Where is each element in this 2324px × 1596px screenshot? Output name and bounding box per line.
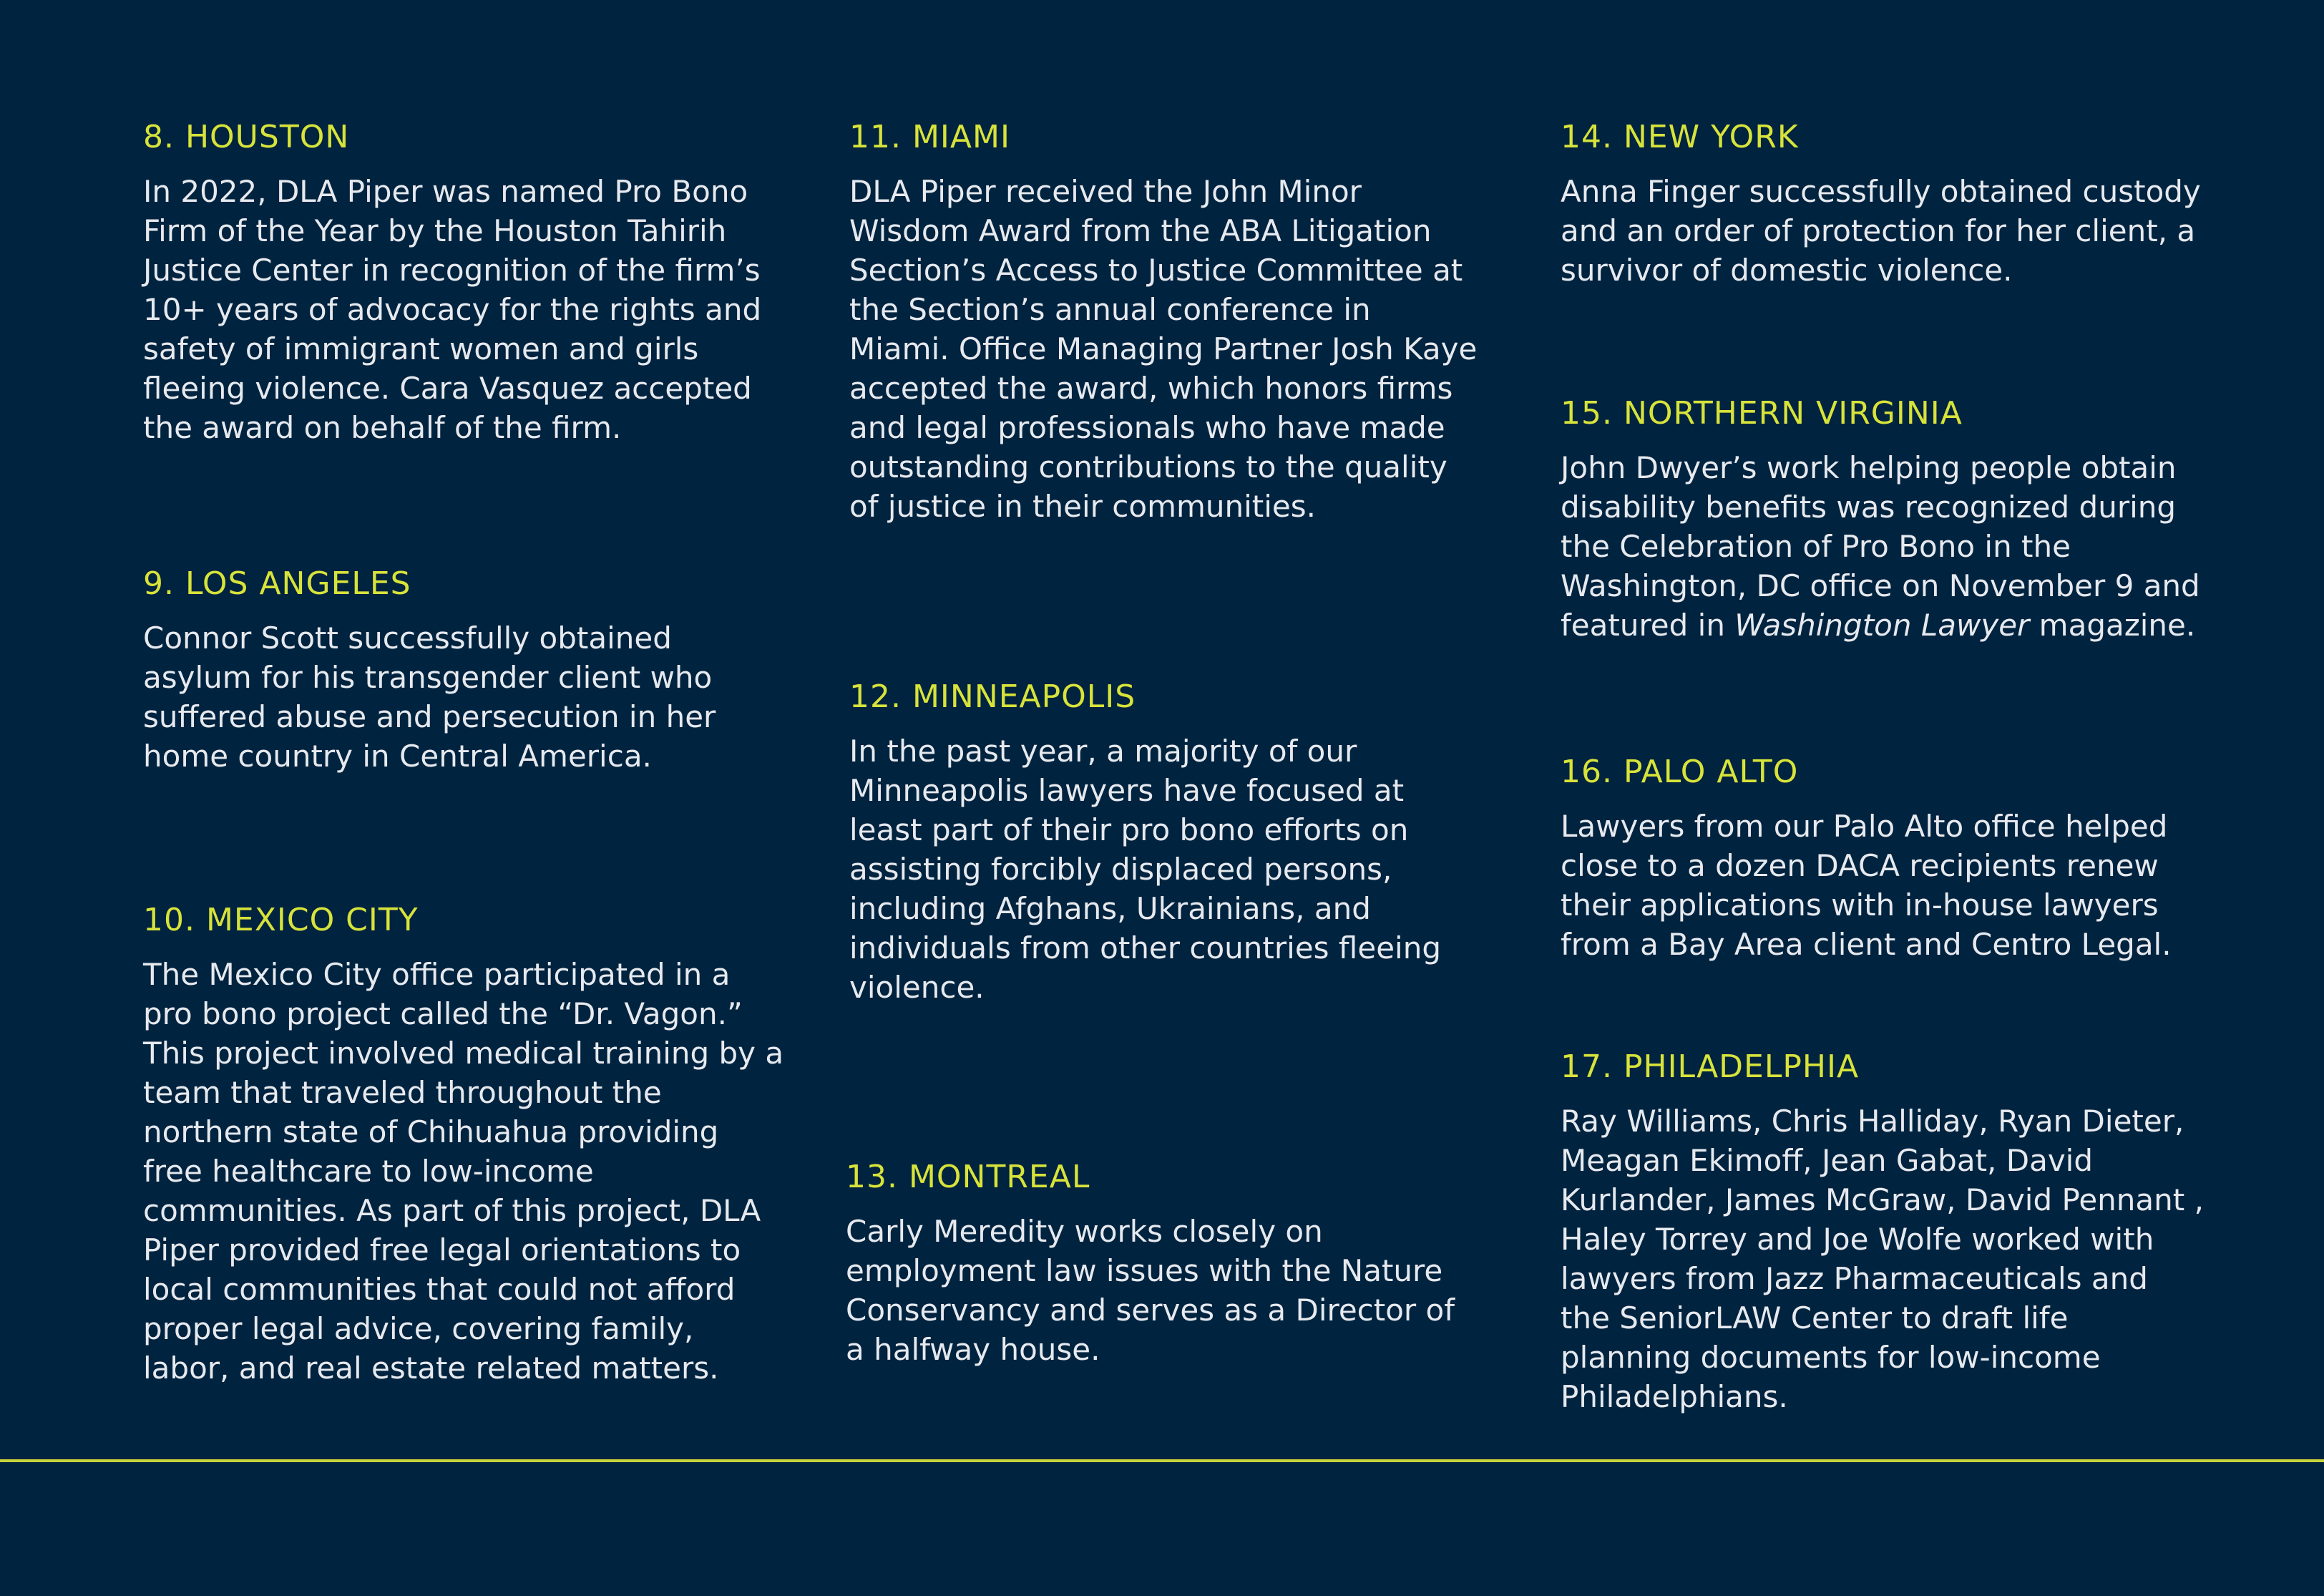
section-heading: 12. MINNEAPOLIS xyxy=(849,678,1136,715)
section-heading: 17. PHILADELPHIA xyxy=(1561,1048,1860,1085)
footer-divider xyxy=(0,1459,2324,1462)
section-heading: 15. NORTHERN VIRGINIA xyxy=(1561,395,1963,432)
section-heading: 16. PALO ALTO xyxy=(1561,754,1799,790)
section-mexico-city xyxy=(143,902,787,1388)
section-body: Lawyers from our Palo Alto office helped close to a dozen DACA recipients renew their applications with in-house lawyers from a Bay Area client and Centro Legal. xyxy=(1561,809,2172,962)
section-body: Ray Williams, Chris Halliday, Ryan Dieter, Meagan Ekimoff, Jean Gabat, David Kurlander, James McGraw, David Pennant , Haley Torrey and Joe Wolfe worked with lawyers from Jazz Pharmaceuticals and the SeniorLAW Center to draft life planning documents for low-income Philadelphians. xyxy=(1561,1104,2204,1414)
section-body: In the past year, a majority of our Minneapolis lawyers have focused at least part of their pro bono efforts on assisting forcibly displaced persons, including Afghans, Ukrainians, and individuals from other countries fleeing violence. xyxy=(849,734,1441,1005)
section-body: Carly Meredity works closely on employment law issues with the Nature Conservancy and serves as a Director of a halfway house. xyxy=(846,1214,1455,1367)
section-montreal xyxy=(846,1159,1475,1369)
section-heading: 13. MONTREAL xyxy=(846,1159,1090,1195)
section-heading: 9. LOS ANGELES xyxy=(143,565,411,602)
section-houston xyxy=(143,119,787,447)
section-philadelphia xyxy=(1561,1048,2205,1416)
section-heading: 14. NEW YORK xyxy=(1561,119,1799,155)
section-body: Connor Scott successfully obtained asylum for his transgender client who suffered abuse and persecution in her home country in Central America. xyxy=(143,621,716,774)
section-palo-alto xyxy=(1561,754,2205,964)
section-body: In 2022, DLA Piper was named Pro Bono Firm of the Year by the Houston Tahirih Justice Center in recognition of the firm’s 10+ years of advocacy for the rights and safety of immigrant women and girls fleeing violence. Cara Vasquez accepted the award on behalf of the firm. xyxy=(143,174,762,445)
section-heading: 10. MEXICO CITY xyxy=(143,902,419,938)
section-heading: 11. MIAMI xyxy=(849,119,1010,155)
section-minneapolis xyxy=(849,678,1479,1007)
section-miami xyxy=(849,119,1479,526)
body-text-tail: magazine. xyxy=(2029,608,2196,643)
section-body: The Mexico City office participated in a pro bono project called the “Dr. Vagon.” This project involved medical training by a team that traveled throughout the northern state of Chihuahua providing free healthcare to low-income communities. As part of this project, DLA Piper provided free legal orientations to local communities that could not afford proper legal advice, covering family, labor, and real estate related matters. xyxy=(143,957,784,1386)
section-northern-virginia xyxy=(1561,395,2205,645)
section-body: Anna Finger successfully obtained custody and an order of protection for her client, a survivor of domestic violence. xyxy=(1561,174,2201,288)
section-body: DLA Piper received the John Minor Wisdom Award from the ABA Litigation Section’s Access to Justice Committee at the Section’s annual conference in Miami. Office Managing Partner Josh Kaye accepted the award, which honors firms and legal professionals who have made outstanding contributions to the quality of justice in their communities. xyxy=(849,174,1478,524)
section-los-angeles xyxy=(143,565,787,776)
body-text: John Dwyer’s work helping people obtain disability benefits was recognized during the Celebration of Pro Bono in the Washington, DC office on November 9 and featured in xyxy=(1561,450,2200,643)
section-body xyxy=(1561,448,2205,645)
section-new-york xyxy=(1561,119,2205,290)
section-heading: 8. HOUSTON xyxy=(143,119,350,155)
publication-name: Washington Lawyer xyxy=(1734,608,2030,643)
